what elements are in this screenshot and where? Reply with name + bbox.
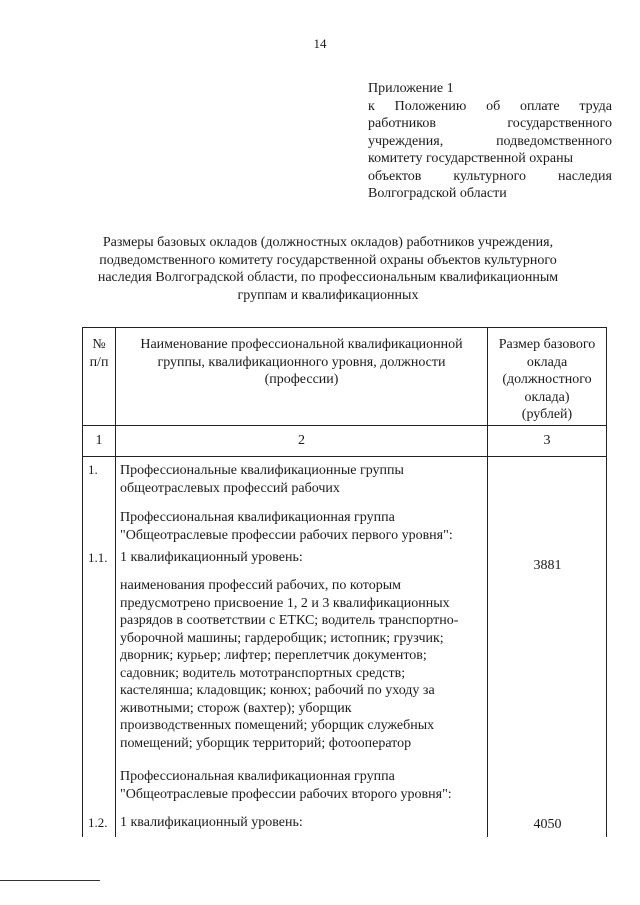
document-heading [78,234,578,304]
heading-line: Размеры базовых окладов (должностных окладов) работников учреждения, [102,235,554,250]
appendix-line: учреждения, подведомственного [368,133,612,149]
heading-line: группам и квалификационных [237,287,419,303]
level-label: 1 квалификационный уровень: [120,550,303,565]
table-header-row [83,328,607,426]
appendix-line: Волгоградской области [368,186,507,201]
appendix-line: к Положению об оплате труда [368,98,612,114]
profession-list: наименования профессий рабочих, по которым предусмотрено присвоение 1, 2 и 3 квалификационных разрядов в соответствии с ЕТКС; водитель транспортно- уборочной машины; гардеробщик; истопник; грузчик; дворник; курьер; лифтер; переплетчик документов; садовник; водитель мототранспортных средств; кастелянша; кладовщик; конюх; рабочий по уходу за животными; сторож (вахтер); уборщик производственных помещений; уборщик служебных помещений; уборщик территорий; фотооператор [120,578,459,751]
salary-value: 3881 [533,558,562,573]
appendix-line: работников государственного [368,116,612,131]
row-number-cell [83,457,116,838]
appendix-line: комитету государственной охраны [368,151,573,166]
row-text-cell [116,457,488,838]
column-number-row [83,426,607,457]
row-number: 1. [88,462,98,477]
header-number-cell: № п/п [83,328,116,426]
group-title: Профессиональные квалификационные группы общеотраслевых профессий рабочих [120,463,404,496]
header-salary-cell: Размер базового оклада (должностного оклада) (рублей) [488,328,607,426]
column-number: 3 [488,426,607,457]
level-label: 1 квалификационный уровень: [120,815,303,830]
column-number: 1 [83,426,116,457]
salary-table [82,327,607,837]
salary-value: 4050 [533,817,562,832]
group-title: Профессиональная квалификационная группа "Общеотраслевые профессии рабочих первого уровня": [120,510,453,543]
table-row [83,457,607,838]
appendix-block [368,80,612,203]
heading-line: наследия Волгоградской области, по профессиональным квалификационным [97,270,559,285]
row-number: 1.2. [88,815,108,830]
appendix-line: объектов культурного наследия [368,168,612,184]
header-name-cell: Наименование профессиональной квалификационной группы, квалификационного уровня, должности (профессии) [116,328,488,426]
group-title: Профессиональная квалификационная группа "Общеотраслевые профессии рабочих второго уровня": [120,769,452,802]
heading-line: подведомственного комитету государственной охраны объектов культурного [99,252,557,268]
page-number: 14 [313,36,327,51]
salary-cell [488,457,607,838]
footnote-divider [0,880,100,881]
column-number: 2 [116,426,488,457]
row-number: 1.1. [88,550,108,565]
appendix-title: Приложение 1 [368,81,454,96]
